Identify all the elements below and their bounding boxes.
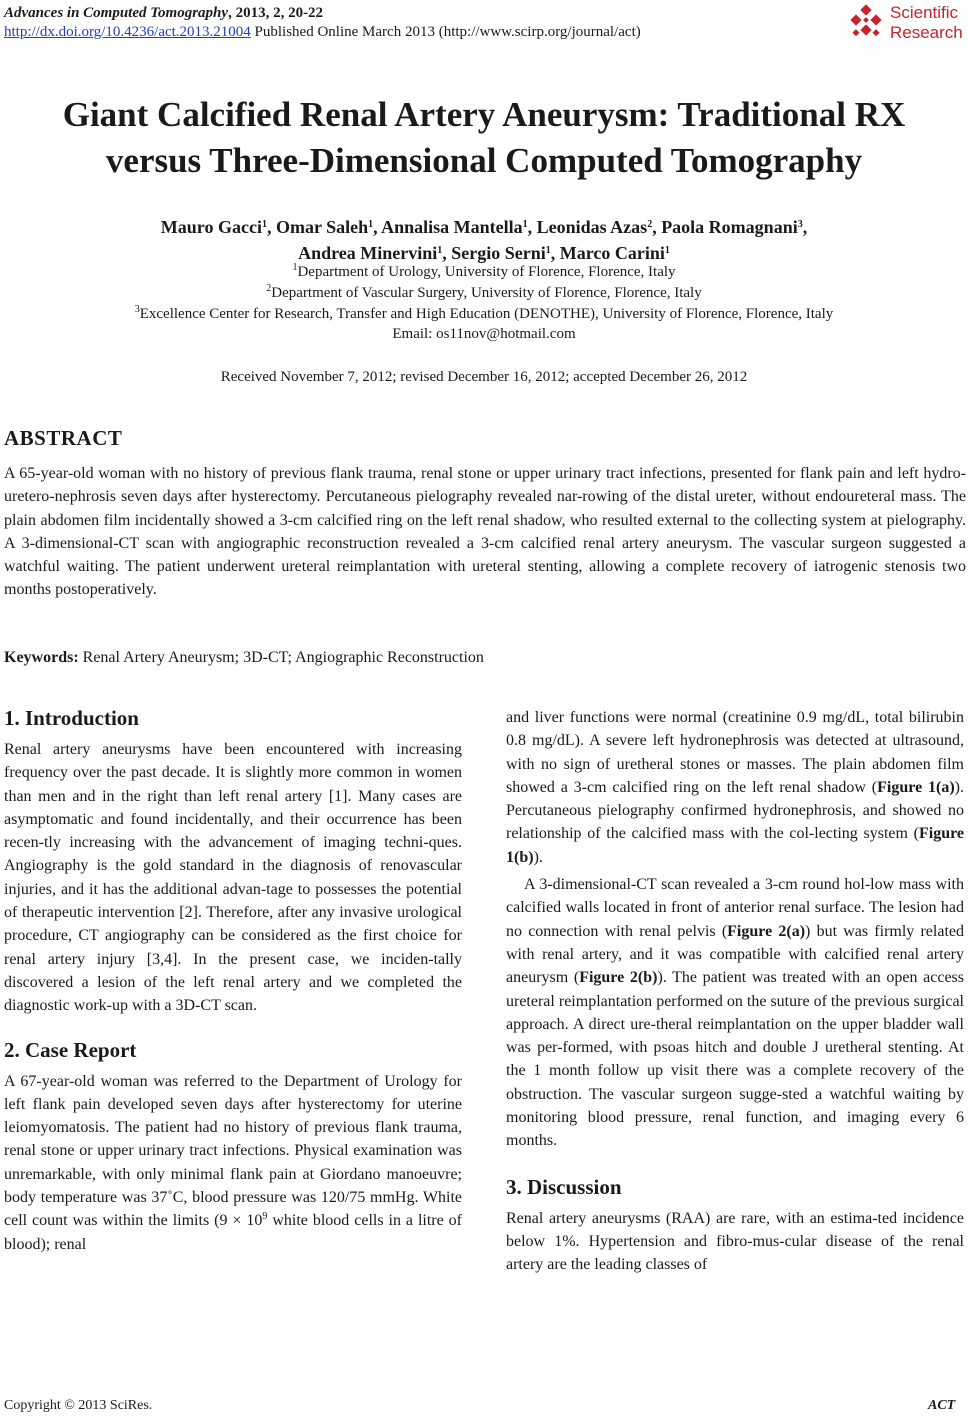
scientific-research-logo bbox=[848, 2, 968, 46]
case-text-part: white blood cells in a litre of blood); renal bbox=[4, 1212, 463, 1253]
author-affil-mark: 2 bbox=[647, 219, 653, 230]
right-column bbox=[506, 706, 964, 1277]
author-affil-mark: 1 bbox=[437, 245, 443, 256]
case-report-paragraph-2 bbox=[506, 873, 964, 1153]
case-text-part: ) but was firmly related with renal artery, and it was compatible with calcified renal artery aneurysm ( bbox=[506, 922, 965, 987]
affil-text: Department of Urology, University of Florence, Florence, Italy bbox=[297, 264, 676, 280]
author-name: Annalisa Mantella bbox=[381, 217, 523, 237]
doi-link[interactable]: http://dx.doi.org/10.4236/act.2013.21004 bbox=[4, 24, 251, 40]
affil-text: Department of Vascular Surgery, University of Florence, Florence, Italy bbox=[271, 285, 702, 301]
copyright: Copyright © 2013 SciRes. bbox=[4, 1398, 153, 1413]
author-name: Sergio Serni bbox=[451, 243, 546, 263]
figure-ref: Figure 1(a) bbox=[877, 778, 955, 796]
title-line-1: Giant Calcified Renal Artery Aneurysm: Traditional RX bbox=[62, 95, 906, 134]
case-text-part: ). bbox=[533, 848, 543, 866]
journal-name: Advances in Computed Tomography bbox=[4, 5, 229, 21]
author-affil-mark: 1 bbox=[522, 219, 528, 230]
paper-title bbox=[0, 92, 968, 184]
author-name: Andrea Minervini bbox=[298, 243, 438, 263]
discussion-text: Renal artery aneurysms (RAA) are rare, with an estima-ted incidence below 1%. Hypertension and fibro-mus-cular disease of the renal artery are the leading classes of bbox=[506, 1209, 964, 1274]
keywords-label: Keywords: bbox=[4, 649, 79, 666]
keywords-text: Renal Artery Aneurysm; 3D-CT; Angiographic Reconstruction bbox=[78, 649, 484, 666]
published-info: Published Online March 2013 (http://www.scirp.org/journal/act) bbox=[250, 24, 641, 40]
case-text-part: and liver functions were normal (creatinine 0.9 mg/dL, total bilirubin 0.8 mg/dL). A severe left hydronephrosis was detected at ultrasound, with no sign of uretheral stones or masses. The plain abdomen film showed a 3-cm calcified ring on the left renal shadow ( bbox=[506, 709, 964, 796]
affil-mark: 2 bbox=[266, 283, 272, 294]
author-name: Marco Carini bbox=[559, 243, 665, 263]
journal-abbreviation: ACT bbox=[928, 1398, 956, 1413]
case-text-part: A 3-dimensional-CT scan revealed a 3-cm round hol-low mass with calcified walls located in front of anterior renal surface. The lesion had no connection with renal pelvis ( bbox=[506, 876, 964, 940]
author-name: Paola Romagnani bbox=[661, 217, 798, 237]
author-affil-mark: 3 bbox=[797, 219, 803, 230]
author-name: Omar Saleh bbox=[275, 217, 369, 237]
figure-ref: Figure 2(b) bbox=[579, 969, 658, 987]
abstract-text: A 65-year-old woman with no history of previous flank trauma, renal stone or upper urinary tract infections, presented for flank pain and left hydro-uretero-nephrosis seven days after hysterectomy. Percutaneous pielography revealed nar-rowing of the distal ureter, without endoureteral mass. The plain abdomen film incidentally showed a 3-cm calcified ring on the left renal shadow, who resulted external to the collecting system at pielography. A 3-dimensional-CT scan with angiographic reconstruction revealed a 3-cm calcified renal artery aneurysm. The vascular surgeon suggested a watchful waiting. The patient underwent ureteral reimplantation with ureteral stenting, allowing a complete recovery of iatrogenic stenosis two months postoperatively. bbox=[4, 465, 966, 599]
section-heading-case-report: 2. Case Report bbox=[4, 1037, 137, 1062]
author-name: Leonidas Azas bbox=[536, 217, 648, 237]
affiliation-line bbox=[0, 304, 968, 325]
section-heading-introduction: 1. Introduction bbox=[4, 706, 139, 730]
left-column bbox=[4, 704, 462, 1256]
figure-ref: Figure 2(a) bbox=[727, 922, 806, 940]
affiliations bbox=[0, 262, 968, 325]
contact-email: Email: os11nov@hotmail.com bbox=[392, 326, 576, 342]
affil-text: Excellence Center for Research, Transfer and High Education (DENOTHE), University of Florence, Florence, Italy bbox=[139, 306, 834, 322]
section-heading-discussion: 3. Discussion bbox=[506, 1174, 622, 1199]
logo-word-1: Scientific bbox=[890, 3, 959, 22]
received-dates: Received November 7, 2012; revised December 16, 2012; accepted December 26, 2012 bbox=[220, 369, 748, 385]
logo-word-2: Research bbox=[890, 23, 963, 42]
case-text-part: A 67-year-old woman was referred to the Department of Urology for left flank pain developed seven days after hysterectomy for uterine leiomyomatosis. The patient had no history of previous flank trauma, renal stone or upper urinary tract infections. Physical examination was unremarkable, with only minimal flank pain at Giordano manoeuvre; body temperature was 37˚C, blood pressure was 120/75 mmHg. White cell count was within the limits (9 × 10 bbox=[4, 1072, 462, 1230]
author-affil-mark: 1 bbox=[261, 219, 267, 230]
author-list: Mauro Gacci$^1$, Omar Saleh$^1$, Annalisa Mantella$^1$, Leonidas Azas$^2$, Paola Romagnani$^3$, Andrea Minervini$^1$, Sergio Serni$^1$, Marco Carini$^1$ bbox=[160, 217, 808, 263]
abstract-heading: ABSTRACT bbox=[4, 426, 123, 450]
case-report-text bbox=[4, 1070, 462, 1256]
affil-mark: 1 bbox=[292, 262, 298, 273]
case-report-continued bbox=[506, 706, 964, 869]
citation: , 2013, 2, 20-22 bbox=[228, 5, 324, 21]
affil-mark: 3 bbox=[134, 304, 140, 315]
affiliation-line bbox=[0, 262, 968, 283]
case-text-part: ). The patient was treated with an open access ureteral reimplantation performed on the suture of the previous surgical approach. A direct ure-theral reimplantation on the upper bladder wall was per-formed, with psoas hitch and double J uretheral stenting. At the 1 month follow up visit there was a complete recovery of the obstruction. The vascular surgeon sugge-sted a watchful waiting by monitoring blood pressure, renal function, and imaging every 6 months. bbox=[506, 969, 965, 1150]
affiliation-line bbox=[0, 283, 968, 304]
running-header bbox=[4, 4, 641, 42]
title-line-2: versus Three-Dimensional Computed Tomography bbox=[105, 141, 863, 180]
author-affil-mark: 1 bbox=[368, 219, 374, 230]
exponent: 9 bbox=[262, 1211, 268, 1223]
author-affil-mark: 1 bbox=[664, 245, 670, 256]
author-affil-mark: 1 bbox=[545, 245, 551, 256]
figure-ref: Figure 1(b) bbox=[506, 825, 964, 866]
author-name: Mauro Gacci bbox=[160, 217, 262, 237]
keywords bbox=[4, 649, 484, 667]
case-text-part: ). Percutaneous pielography confirmed hydronephrosis, and showed no relationship of the calcified mass with the col-lecting system ( bbox=[506, 778, 964, 843]
introduction-text: Renal artery aneurysms have been encountered with increasing frequency over the past decade. It is slightly more common in women than men and in the right than left renal artery [1]. Many cases are asymptomatic and found incidentally, and their occurrence has been recen-tly increasing with the advancement of imaging techni-ques. Angiography is the gold standard in the diagnosis of renovascular injuries, and it has the additional advan-tage to possesses the potential of therapeutic intervention [2]. Therefore, after any invasive urological procedure, CT angiography can be considered as the first choice for renal artery injury [3,4]. In the present case, we inciden-tally discovered a lesion of the left renal artery and we completed the diagnostic work-up with a 3D-CT scan. bbox=[4, 741, 462, 1015]
logo-mark-icon bbox=[848, 4, 888, 44]
